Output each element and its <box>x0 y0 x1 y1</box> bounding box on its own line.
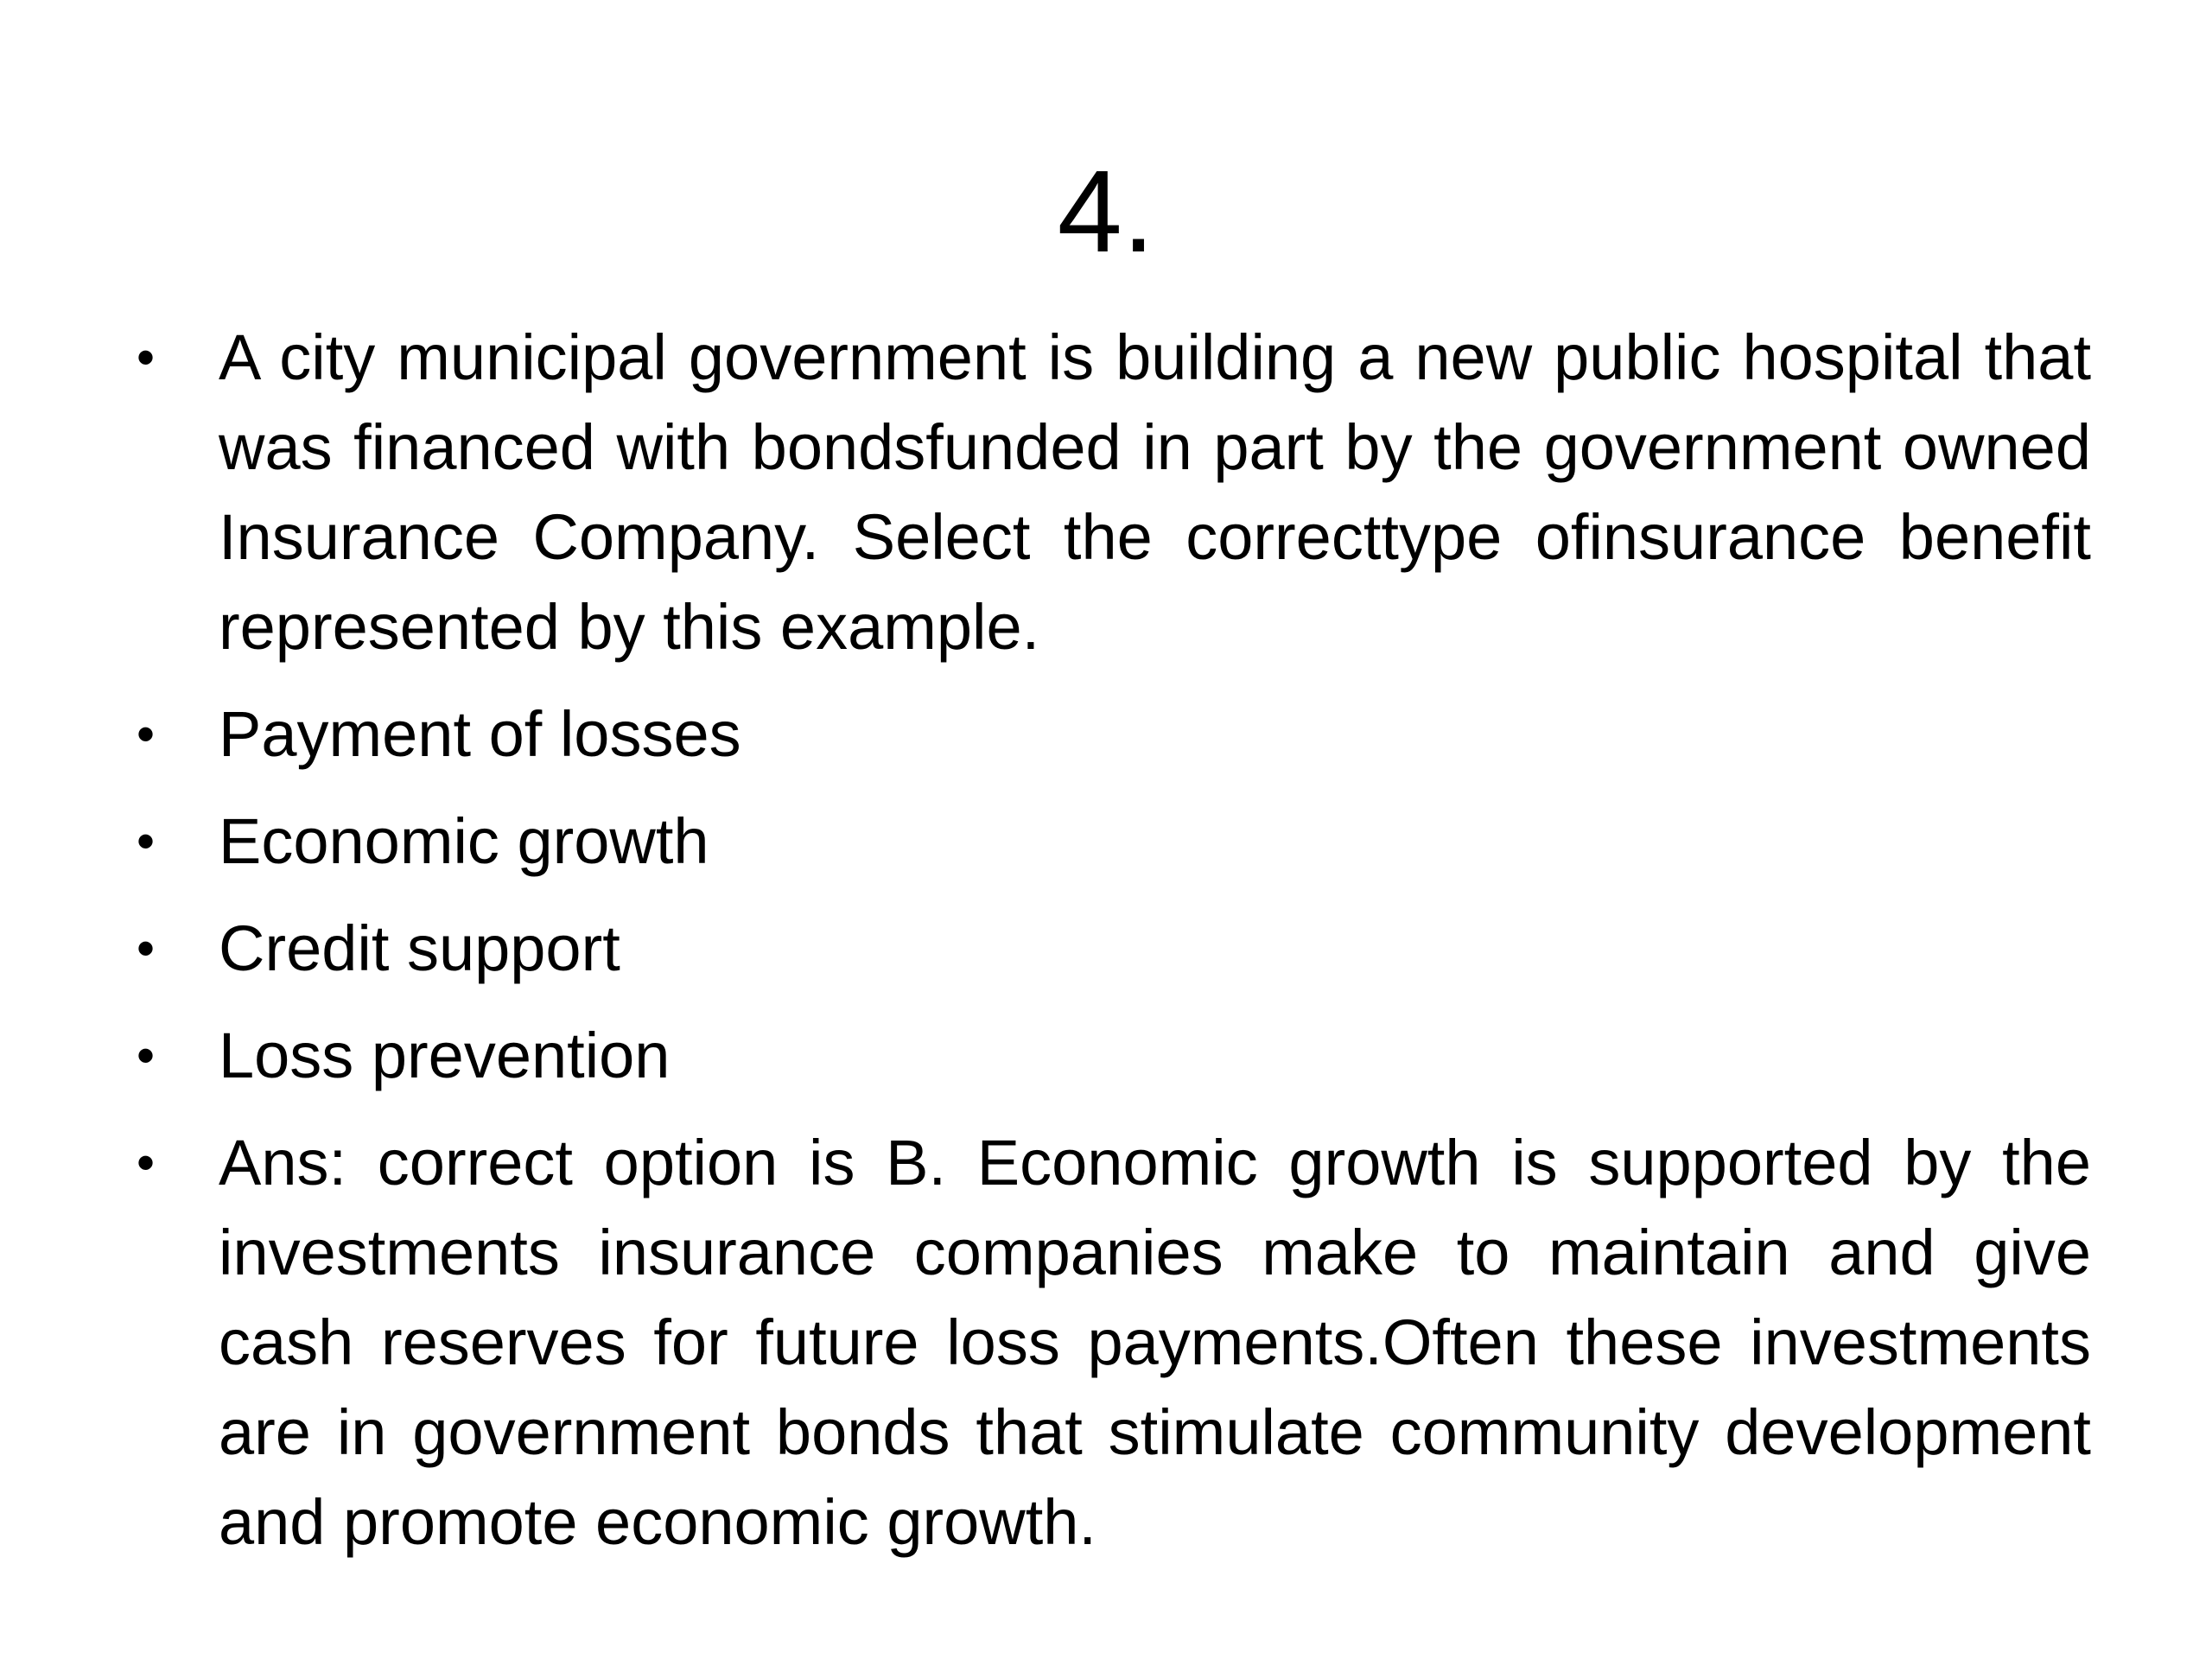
bullet-icon: • <box>137 1027 156 1084</box>
option-b-label: Economic growth <box>219 805 709 877</box>
bullet-list <box>130 313 2091 1585</box>
bullet-icon: • <box>137 1134 156 1192</box>
option-d-label: Loss prevention <box>219 1020 671 1091</box>
option-c-label: Credit support <box>219 912 620 984</box>
answer-text-label: Ans: correct option is B. Economic growth is supported by the investments insurance companies make to maintain and give cash reserves for future loss payments.Often these investments are in government bonds that stimulate community development and promote economic growth. <box>219 1127 2091 1558</box>
answer-text <box>130 1118 2091 1567</box>
option-c <box>130 904 2091 994</box>
option-a-label: Payment of losses <box>219 698 741 770</box>
bullet-icon: • <box>137 705 156 763</box>
bullet-icon: • <box>137 812 156 870</box>
option-a <box>130 690 2091 779</box>
option-d <box>130 1011 2091 1101</box>
question-text <box>130 313 2091 672</box>
question-text-label: A city municipal government is building a new public hospital that was financed with bondsfunded in part by the government owned Insurance Company. Select the correcttype ofinsurance benefit represented by this example. <box>219 321 2091 663</box>
bullet-icon: • <box>137 328 156 386</box>
slide-title: 4. <box>1057 146 1155 276</box>
option-b <box>130 797 2091 887</box>
bullet-icon: • <box>137 919 156 977</box>
